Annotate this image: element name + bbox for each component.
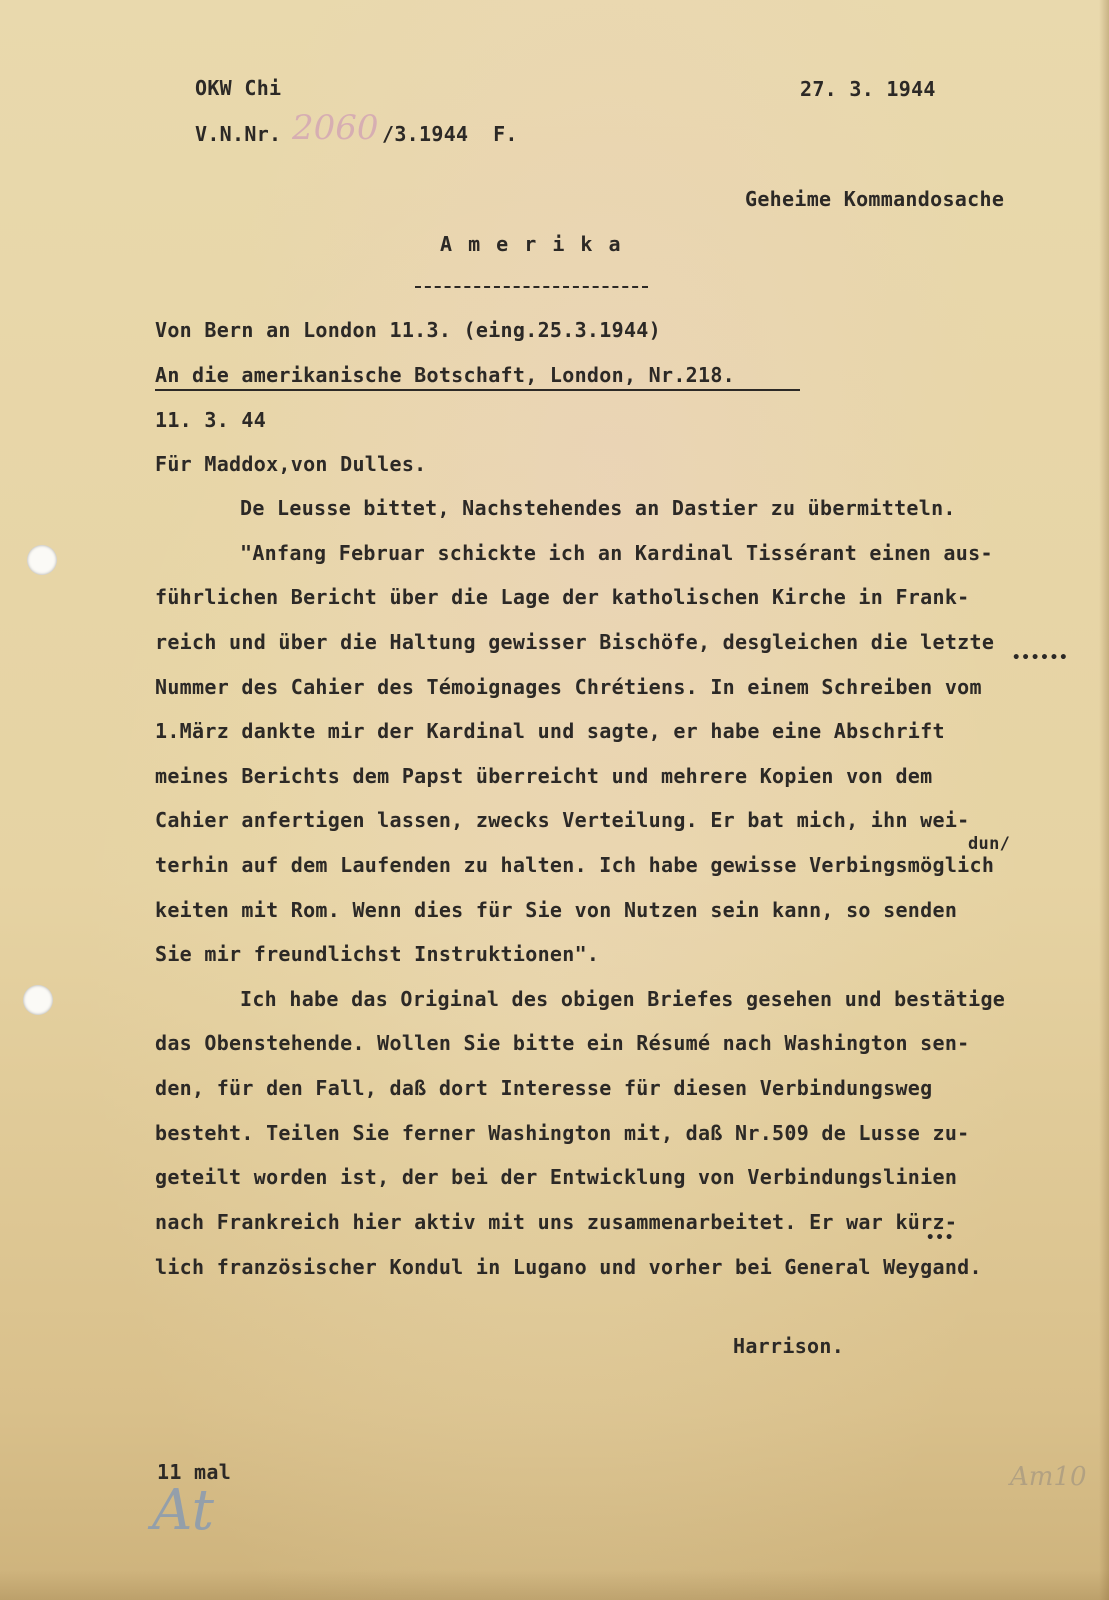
body-line: 1.März dankte mir der Kardinal und sagte, er habe eine Abschrift (155, 719, 945, 743)
body-line: keiten mit Rom. Wenn dies für Sie von Nutzen sein kann, so senden (155, 898, 958, 922)
recipient-line: Für Maddox,von Dulles. (155, 452, 427, 476)
classification-label: Geheime Kommandosache (745, 187, 1005, 211)
body-line: lich französischer Kondul in Lugano und vorher bei General Weygand. (155, 1255, 982, 1279)
body-line: meines Berichts dem Papst überreicht und mehrere Kopien von dem (155, 764, 933, 788)
vn-prefix: V.N.Nr. (195, 122, 282, 146)
body-line: reich und über die Haltung gewisser Bischöfe, desgleichen die letzte (155, 630, 995, 654)
body-line: Cahier anfertigen lassen, zwecks Verteilung. Er bat mich, ihn wei- (155, 808, 970, 832)
vn-suffix: /3.1944 F. (382, 122, 518, 146)
handwritten-initials: At (152, 1478, 214, 1543)
paper-bottom-shadow (0, 1570, 1109, 1600)
document-title: A m e r i k a (440, 232, 623, 256)
punch-hole-upper (27, 545, 57, 575)
body-line: geteilt worden ist, der bei der Entwicklung von Verbindungslinien (155, 1165, 958, 1189)
office-code: OKW Chi (195, 76, 282, 100)
handwritten-corner-note: Am10 (1010, 1462, 1087, 1492)
body-line: Sie mir freundlichst Instruktionen". (155, 942, 600, 966)
body-line: besteht. Teilen Sie ferner Washington mit, daß Nr.509 de Lusse zu- (155, 1121, 970, 1145)
addressee-underline (155, 389, 800, 391)
paper-edge-shadow (1099, 0, 1109, 1600)
body-line: Nummer des Cahier des Témoignages Chrétiens. In einem Schreiben vom (155, 675, 982, 699)
body-line: das Obenstehende. Wollen Sie bitte ein Résumé nach Washington sen- (155, 1031, 970, 1055)
body-line: terhin auf dem Laufenden zu halten. Ich habe gewisse Verbingsmöglich (155, 853, 995, 877)
copy-count: 11 mal (157, 1460, 232, 1484)
route-line: Von Bern an London 11.3. (eing.25.3.1944) (155, 318, 661, 342)
body-line: De Leusse bittet, Nachstehendes an Dastier zu übermitteln. (240, 496, 956, 520)
message-date: 11. 3. 44 (155, 408, 267, 432)
body-line: "Anfang Februar schickte ich an Kardinal Tissérant einen aus- (240, 541, 993, 565)
punch-hole-lower (23, 985, 53, 1015)
body-line: den, für den Fall, daß dort Interesse für diesen Verbindungsweg (155, 1076, 933, 1100)
emphasis-dots: •••••• (1012, 650, 1069, 666)
vn-handwritten-number: 2060 (292, 108, 379, 148)
typed-correction: dun/ (968, 834, 1011, 854)
signature: Harrison. (733, 1334, 845, 1358)
document-date: 27. 3. 1944 (800, 77, 936, 101)
emphasis-dots: ••• (926, 1230, 955, 1246)
body-line: nach Frankreich hier aktiv mit uns zusammenarbeitet. Er war kürz- (155, 1210, 958, 1234)
body-line: Ich habe das Original des obigen Briefes gesehen und bestätige (240, 987, 1006, 1011)
addressee-line: An die amerikanische Botschaft, London, Nr.218. (155, 363, 736, 387)
title-underline (415, 286, 648, 288)
body-line: führlichen Bericht über die Lage der katholischen Kirche in Frank- (155, 585, 970, 609)
